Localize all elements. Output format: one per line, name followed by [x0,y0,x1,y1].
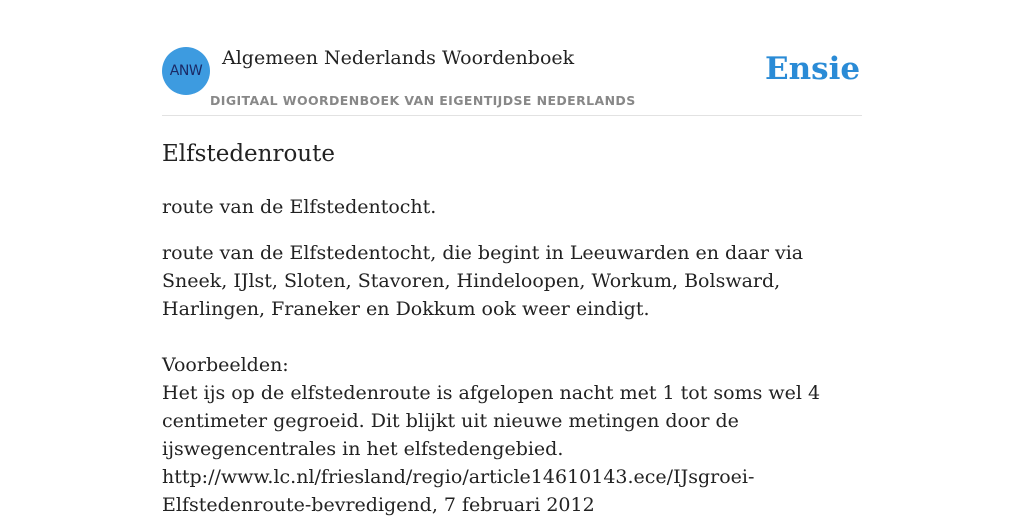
source-subtitle: DIGITAAL WOORDENBOEK VAN EIGENTIJDSE NEDERLANDS [210,93,636,108]
brand-logo[interactable]: Ensie [765,51,861,87]
examples-label: Voorbeelden: [162,354,289,376]
example-text: Het ijs op de elfstedenroute is afgelopen nacht met 1 tot soms wel 4 centimeter gegroeid. Dit blijkt uit nieuwe metingen door de ijswegencentrales in het elfstedengebied. [162,382,821,460]
example-source: http://www.lc.nl/friesland/regio/article14610143.ece/IJsgroei-Elfstedenroute-bevredigend, 7 februari 2012 [162,466,755,516]
source-avatar[interactable] [162,47,210,95]
short-definition: route van de Elfstedentocht. [162,196,437,218]
avatar-text: ANW [169,63,203,79]
headword: Elfstedenroute [162,141,335,167]
long-definition: route van de Elfstedentocht, die begint in Leeuwarden en daar via Sneek, IJlst, Sloten, Stavoren, Hindeloopen, Workum, Bolsward, Harlingen, Franeker en Dokkum ook weer eindigt. [162,242,804,320]
long-definition-block [162,239,862,519]
source-title[interactable]: Algemeen Nederlands Woordenboek [222,47,575,69]
header-divider [162,115,862,116]
